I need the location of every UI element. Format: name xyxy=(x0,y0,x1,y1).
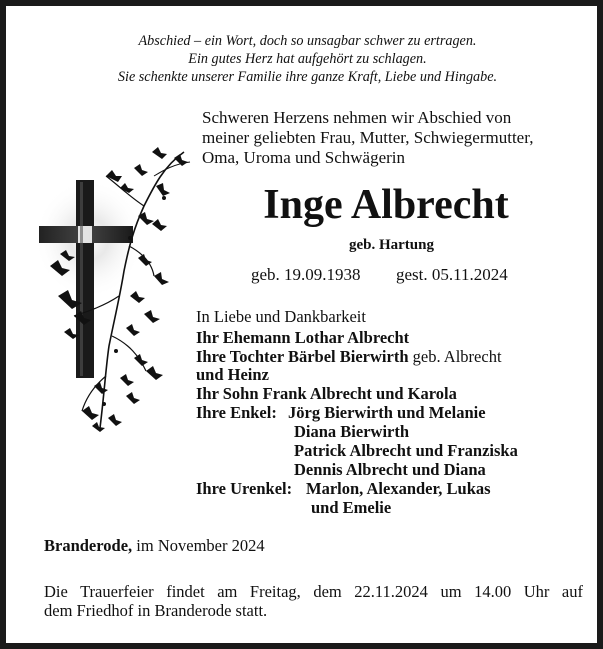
birth-name: geb. Hartung xyxy=(348,237,434,253)
cross-ivy-decoration xyxy=(34,146,204,436)
funeral-line-1: Die Trauerfeier findet am Freitag, dem 22.11.2024 um 14.00 Uhr auf xyxy=(44,582,583,601)
mourners-heading: In Liebe und Dankbarkeit xyxy=(196,307,366,326)
intro-line-3: Oma, Uroma und Schwägerin xyxy=(202,148,406,167)
mourner-husband: Ihr Ehemann Lothar Albrecht xyxy=(196,328,410,347)
mourner-son: Ihr Sohn Frank Albrecht und Karola xyxy=(196,384,457,403)
grandchild-2: Diana Bierwirth xyxy=(294,422,410,441)
grandchildren-label: Ihre Enkel: xyxy=(196,403,277,422)
birth-date: geb. 19.09.1938 xyxy=(251,265,361,284)
great-grandchildren-label: Ihre Urenkel: xyxy=(196,479,293,498)
great-grandchild-2: und Emelie xyxy=(311,498,392,517)
mourner-daughter-line xyxy=(196,347,502,366)
motto-line-3: Sie schenkte unserer Familie ihre ganze Kraft, Liebe und Hingabe. xyxy=(117,69,498,85)
cross-icon xyxy=(34,179,144,378)
grandchild-1: Jörg Bierwirth und Melanie xyxy=(288,403,486,422)
intro-line-2: meiner geliebten Frau, Mutter, Schwiegermutter, xyxy=(202,128,534,147)
mourner-daughter-suffix: geb. Albrecht xyxy=(412,347,502,366)
motto-line-1: Abschied – ein Wort, doch so unsagbar schwer zu ertragen. xyxy=(138,33,477,49)
grandchild-3: Patrick Albrecht und Franziska xyxy=(294,441,518,460)
funeral-line-2: dem Friedhof in Branderode statt. xyxy=(44,601,268,620)
mourner-daughter-partner: und Heinz xyxy=(196,365,269,384)
intro-line-1: Schweren Herzens nehmen wir Abschied von xyxy=(202,108,512,127)
mourner-daughter: Ihre Tochter Bärbel Bierwirth xyxy=(196,347,409,366)
grandchild-4: Dennis Albrecht und Diana xyxy=(294,460,486,479)
death-date: gest. 05.11.2024 xyxy=(396,265,508,284)
closing-place: Branderode, xyxy=(44,536,133,555)
closing-line xyxy=(44,536,265,555)
deceased-name: Inge Albrecht xyxy=(263,182,509,228)
great-grandchild-1: Marlon, Alexander, Lukas xyxy=(306,479,491,498)
funeral-notice xyxy=(44,582,583,620)
motto-line-2: Ein gutes Herz hat aufgehört zu schlagen. xyxy=(188,51,427,67)
closing-date: im November 2024 xyxy=(136,536,265,555)
